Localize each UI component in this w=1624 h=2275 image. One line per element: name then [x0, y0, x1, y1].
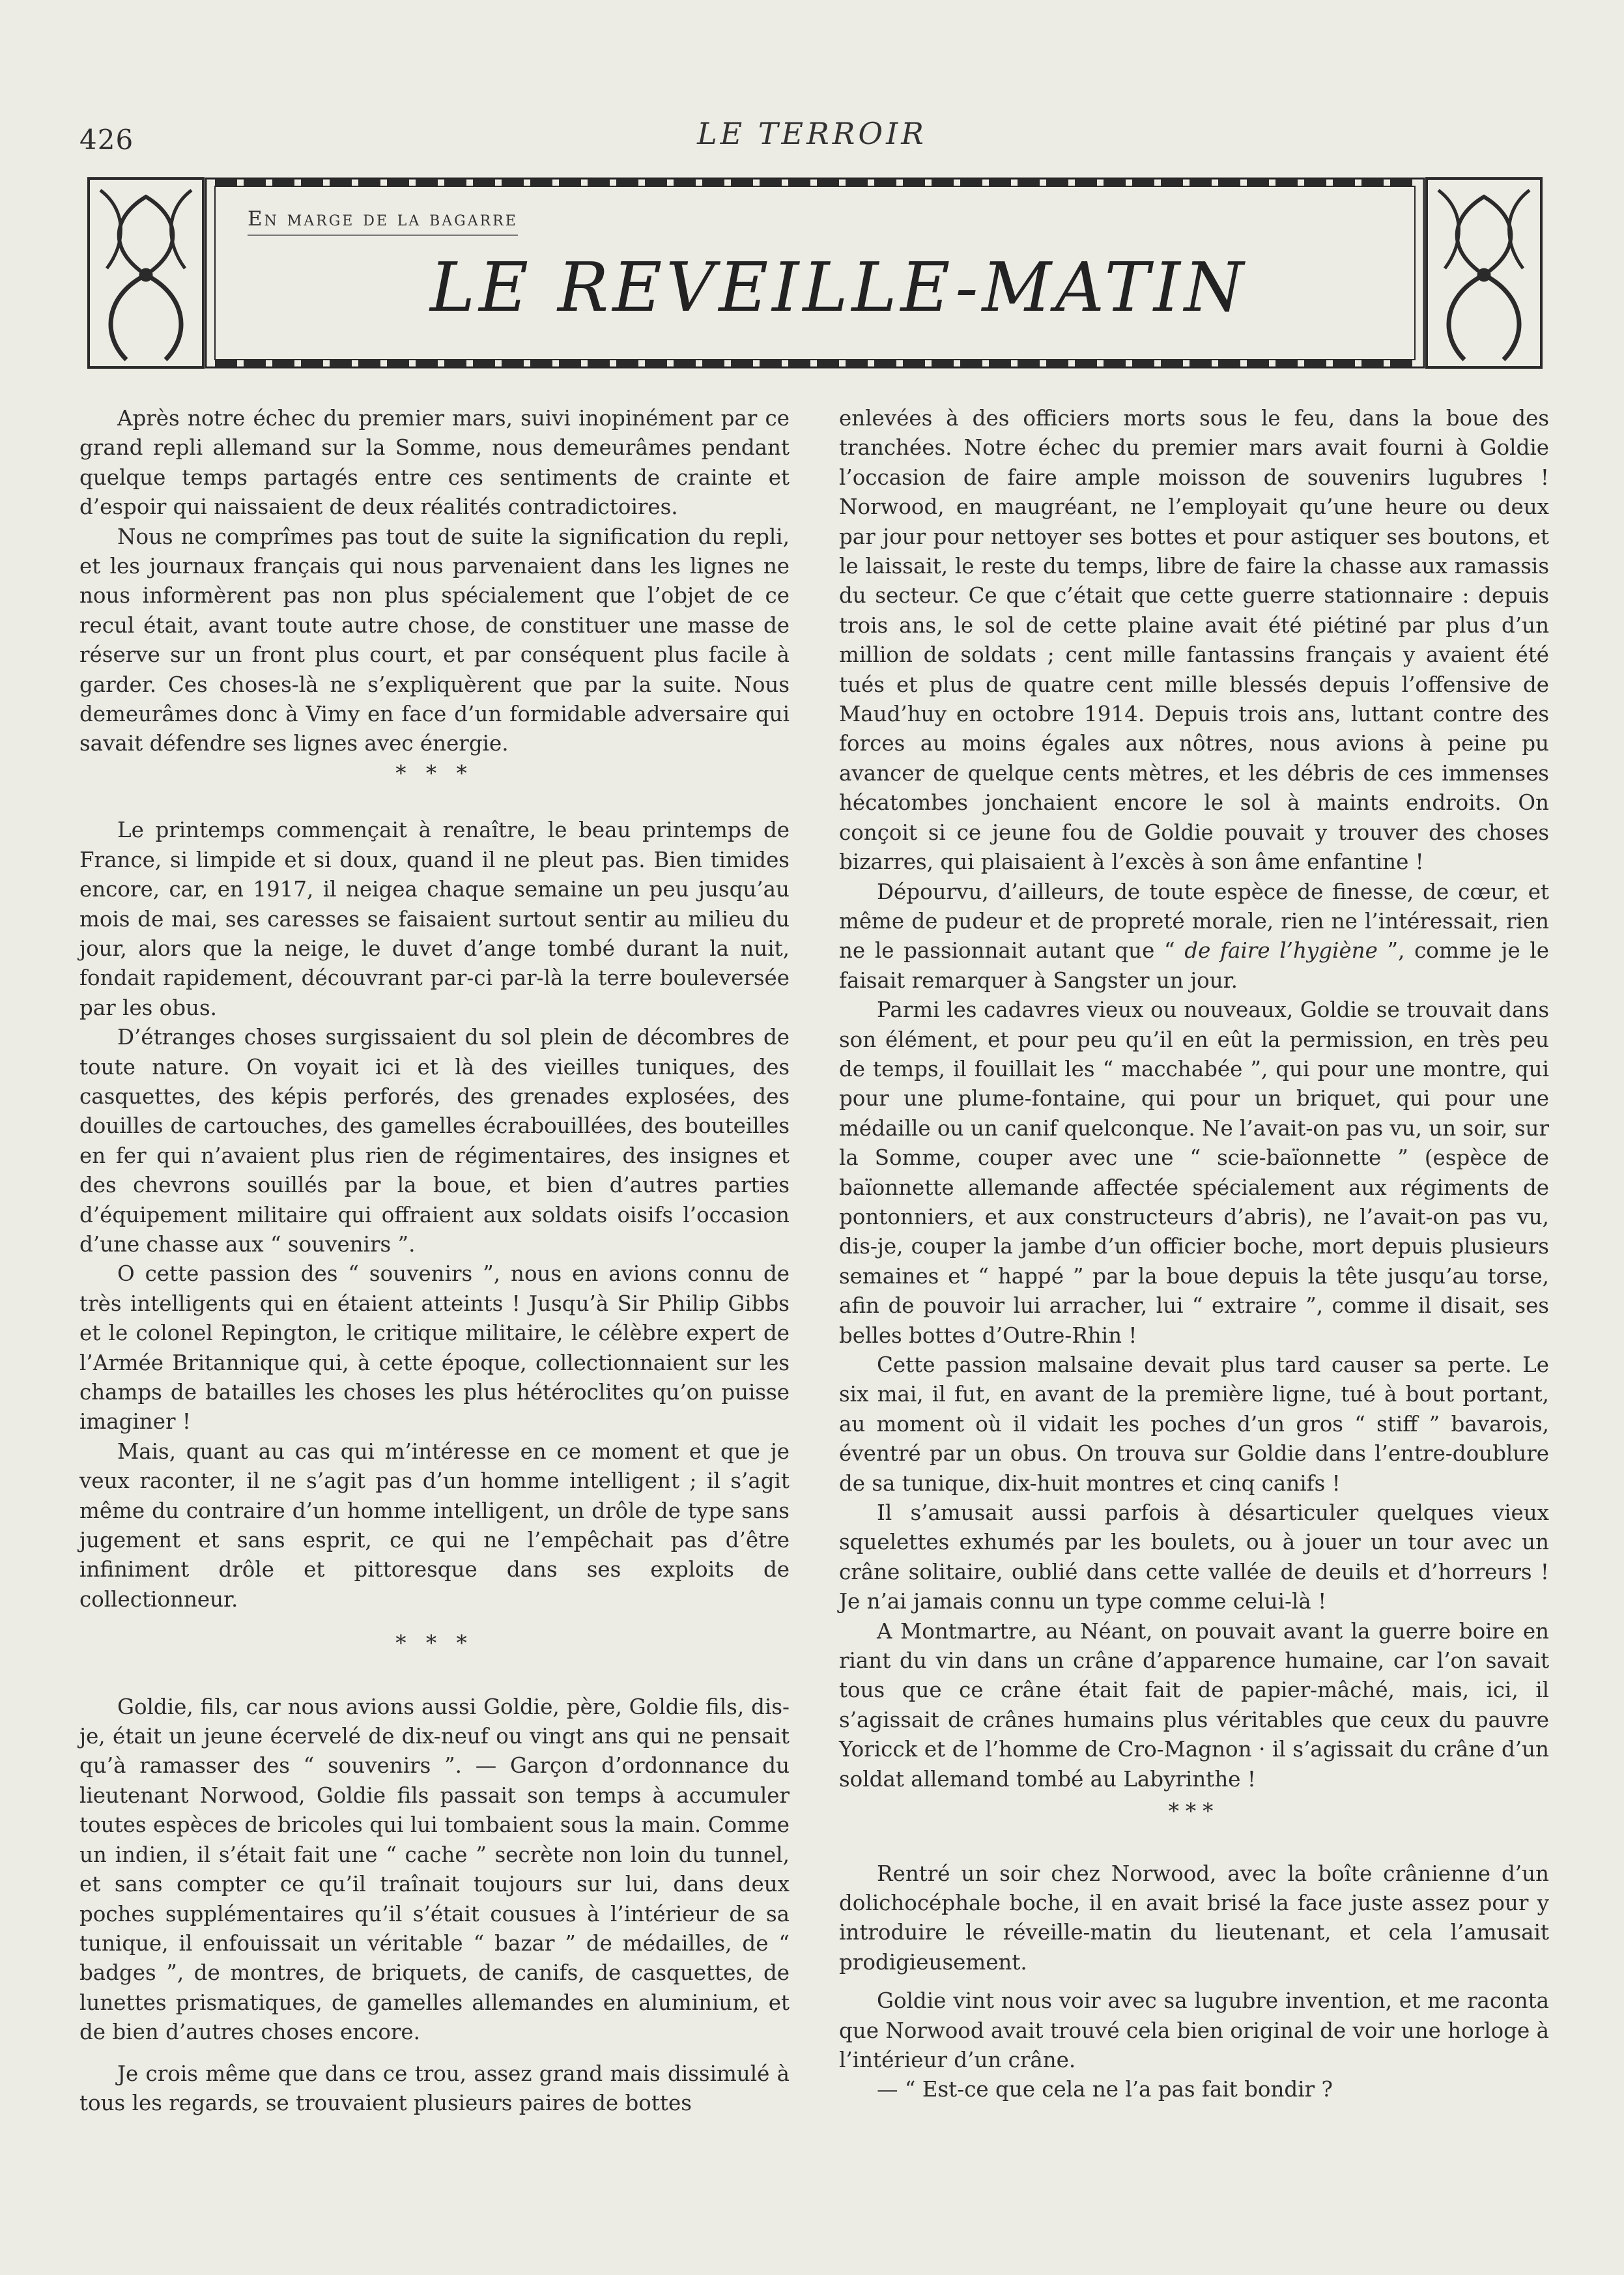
paragraph: Mais, quant au cas qui m’intéresse en ce moment et que je veux raconter, il ne s’agit pas d’un homme intelligent ; il s’agit même du contraire d’un homme intelligent, un drôle de type sans jugement et sans esprit, ce qui ne l’empêchait pas d’être infiniment drôle et pittoresque dans ses exploits de collectionneur. — [79, 1438, 790, 1612]
section-break: * * * — [395, 1631, 474, 1656]
running-head: LE TERROIR — [697, 116, 927, 151]
paragraph: Cette passion malsaine devait plus tard causer sa perte. Le six mai, il fut, en avant de la première ligne, tué à bout portant, au moment où il vidait les poches d’un gros “ stiff ” bavarois, éventré par un obus. On trouva sur Goldie dans l’entre-doublure de sa tunique, dix-huit montres et cinq canifs ! — [839, 1352, 1549, 1496]
paragraph: Goldie, fils, car nous avions aussi Goldie, père, Goldie fils, dis-je, était un jeune écervelé de dix-neuf ou vingt ans qui ne pensait qu’à ramasser des “ souvenirs ”. — Garçon d’ordonnance du lieutenant Norwood, Goldie fils passait son temps à accumuler toutes espèces de bricoles qui lui tombaient sous la main. Comme un indien, il s’était fait une “ cache ” secrète non loin du tunnel, et sans compter ce qu’il traînait toujours sur lui, dans deux poches supplémentaires qu’il s’était cousues à l’intérieur de sa tunique, il enfouissait un véritable “ bazar ” de médailles, de “ badges ”, de montres, de briquets, de canifs, de casquettes, de lunettes prismatiques, de gamelles allemandes en aluminium, et de bien d’autres choses encore. — [79, 1694, 790, 2045]
paragraph: O cette passion des “ souvenirs ”, nous en avions connu de très intelligents qui en étaient atteints ! Jusqu’à Sir Philip Gibbs et le colonel Repington, le critique militaire, le célèbre expert de l’Armée Britannique qui, à cette époque, collectionnaient sur les champs de batailles les choses les plus hétéroclites qu’on puisse imaginer ! — [79, 1261, 790, 1435]
italic-quote: de faire l’hygiène — [1175, 938, 1388, 964]
paragraph: Rentré un soir chez Norwood, avec la boîte crânienne d’un dolichocéphale boche, il en avait brisé la face juste assez pour y introduire le réveille-matin du lieutenant, et cela l’amusait prodigieusement. — [839, 1861, 1549, 1975]
paragraph — [839, 878, 1549, 996]
paragraph: Le printemps commençait à renaître, le beau printemps de France, si limpide et si doux, quand il ne pleut pas. Bien timides encore, car, en 1917, il neigea chaque semaine un peu jusqu’au mois de mai, ses caresses se faisaient surtout sentir au milieu du jour, alors que la neige, le duvet d’ange tombé durant la nuit, fondait rapidement, découvrant par-ci par-là la terre bouleversée par les obus. — [79, 818, 790, 1020]
paragraph: Nous ne comprîmes pas tout de suite la signification du repli, et les journaux français qui nous parvenaient dans les lignes ne nous informèrent pas non plus spécialement que l’objet de ce recul était, avant toute autre chose, de constituer une masse de réserve sur un front plus court, et par conséquent plus facile à garder. Ces choses-là ne s’expliquèrent que par la suite. Nous demeurâmes donc à Vimy en face d’un formidable adversaire qui savait défendre ses lignes avec énergie. — [79, 524, 790, 756]
section-break: * * * — [395, 760, 474, 786]
paragraph: — “ Est-ce que cela ne l’a pas fait bondir ? — [877, 2077, 1333, 2102]
paragraph-text: Dépourvu, d’ailleurs, de toute espèce de finesse, de cœur, et même de pudeur et de propreté morale, rien ne l’intéressait, rien ne le passionnait autant que “ — [839, 879, 1549, 964]
section-break: *** — [1168, 1799, 1220, 1824]
paragraph: A Montmartre, au Néant, on pouvait avant la guerre boire en riant du vin dans un crâne d’apparence humaine, car l’on savait tous que ce crâne était fait de papier-mâché, mais, ici, il s’agissait de crânes humains plus véritables que ceux du pauvre Yoricck et de l’homme de Cro-Magnon · il s’agissait du crâne d’un soldat allemand tombé au Labyrinthe ! — [839, 1618, 1549, 1792]
paragraph: Il s’amusait aussi parfois à désarticuler quelques vieux squelettes exhumés par les boulets, ou à jouer un tour avec un crâne solitaire, oublié dans cette vallée de deuils et d’horreurs ! Je n’ai jamais connu un type comme celui-là ! — [839, 1500, 1549, 1614]
left-column — [79, 404, 790, 2118]
paragraph: Goldie vint nous voir avec sa lugubre invention, et me raconta que Norwood avait trouvé cela bien original de voir une horloge à l’intérieur d’un crâne. — [839, 1988, 1549, 2072]
paragraph: Après notre échec du premier mars, suivi inopinément par ce grand repli allemand sur la Somme, nous demeurâmes pendant quelque temps partagés entre ces sentiments de crainte et d’espoir qui naissaient de deux réalités contradictoires. — [79, 406, 790, 520]
page-number: 426 — [79, 124, 134, 156]
paragraph: Je crois même que dans ce trou, assez grand mais dissimulé à tous les regards, se trouvaient plusieurs paires de bottes — [79, 2061, 790, 2115]
article-title: LE REVEILLE-MATIN — [430, 248, 1247, 327]
paragraph: D’étranges choses surgissaient du sol plein de décombres de toute nature. On voyait ici et là des vieilles tuniques, des casquettes, des képis perforés, des grenades explosées, des douilles de cartouches, des gamelles écrabouillées, des bouteilles en fer qui n’avaient plus rien de régimentaires, des insignes et des chevrons souillés par la boue, et bien d’autres parties d’équipement militaire qui offraient aux soldats oisifs l’occasion d’une chasse aux “ souvenirs ”. — [79, 1025, 790, 1257]
paragraph-text: ”, comme je le faisait remarquer à Sangster un jour. — [839, 938, 1550, 993]
paragraph: enlevées à des officiers morts sous le feu, dans la boue des tranchées. Notre échec du premier mars avait fourni à Goldie l’occasion de faire ample moisson de souvenirs lugubres ! Norwood, en maugréant, ne l’employait qu’une heure ou deux par jour pour nettoyer ses bottes et pour astiquer ses boutons, et le laissait, le reste du temps, libre de faire la chasse aux ramassis du secteur. Ce que c’était que cette guerre stationnaire : depuis trois ans, le sol de cette plaine avait été piétiné par plus d’un million de soldats ; cent mille fantassins français y avaient été tués et plus de quatre cent mille blessés depuis l’offensive de Maud’huy en octobre 1914. Depuis trois ans, luttant contre des forces au moins égales aux nôtres, nous avions à peine pu avancer de quelque cents mètres, et les débris de ces immenses hécatombes jonchaient encore le sol à maints endroits. On conçoit si ce jeune fou de Goldie pouvait y trouver des choses bizarres, qui plaisaient à l’excès à son âme enfantine ! — [839, 406, 1549, 875]
right-column — [839, 404, 1549, 2105]
paragraph: Parmi les cadavres vieux ou nouveaux, Goldie se trouvait dans son élément, et pour peu qu’il en eût la permission, en très peu de temps, il fouillait les “ macchabée ”, qui pour une montre, qui pour une plume-fontaine, qui pour un briquet, qui pour une médaille ou un canif quelconque. Ne l’avait-on pas vu, un soir, sur la Somme, couper avec une “ scie-baïonnette ” (espèce de baïonnette allemande affectée spécialement aux régiments de pontonniers, et aux constructeurs d’abris), ne l’avait-on pas vu, dis-je, couper la jambe d’un officier boche, mort depuis plusieurs semaines et “ happé ” par la boue depuis la tête jusqu’au torse, afin de pouvoir lui arracher, lui “ extraire ”, comme il disait, ses belles bottes d’Outre-Rhin ! — [839, 997, 1549, 1348]
kicker-label: En marge de la bagarre — [248, 207, 518, 236]
